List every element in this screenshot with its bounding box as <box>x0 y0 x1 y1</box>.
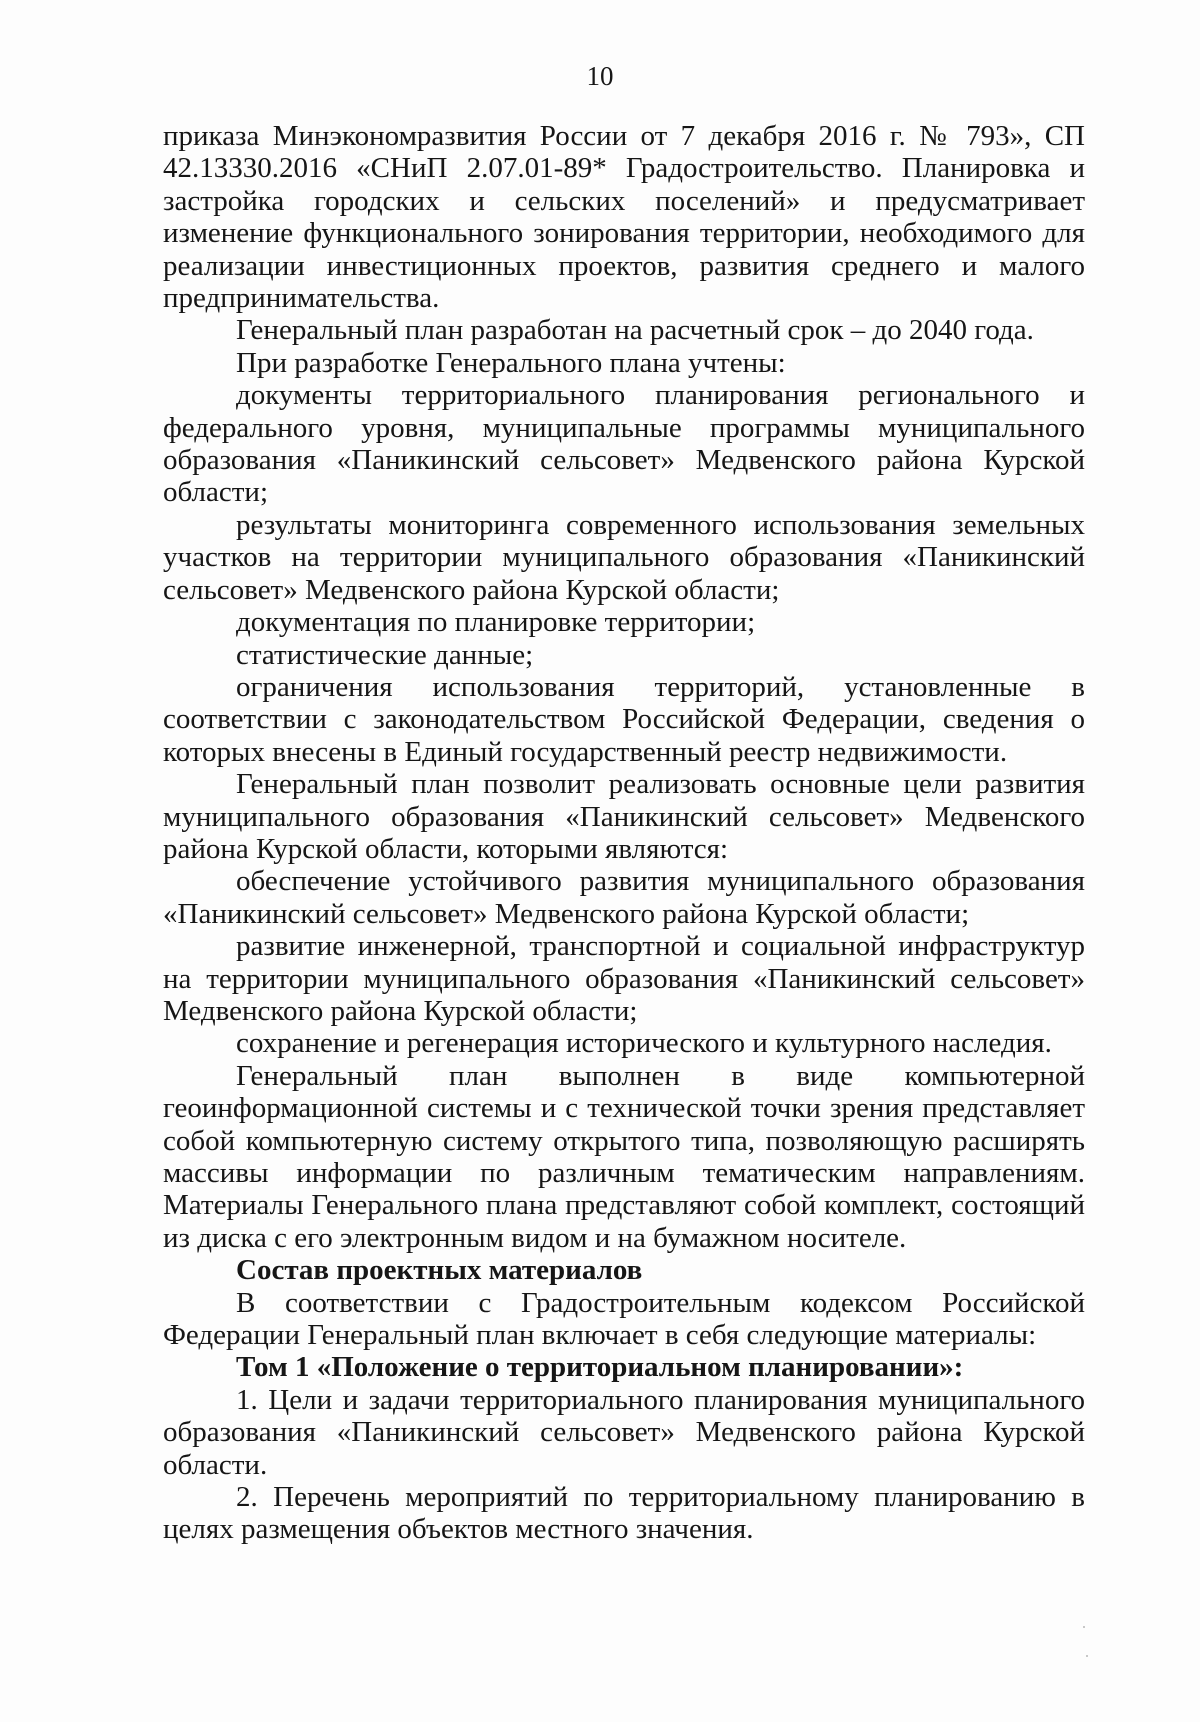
section-heading: Состав проектных материалов <box>236 1254 643 1287</box>
list-item-planning-documentation: документация по планировке территории; <box>236 606 756 639</box>
paragraph-gis: Генеральный план выполнен в виде компьютерной геоинформационной системы и с технической точки зрения представляет собой компьютерную систему открытого типа, позволяющую расширять массивы информации по различным тематическим направлениям. Материалы Генерального плана представляют собой комплект, состоящий из диска с его электронным видом и на бумажном носителе. <box>163 1059 1085 1254</box>
list-item-measures: 2. Перечень мероприятий по территориальному планированию в целях размещения объектов местного значения. <box>163 1481 1085 1546</box>
scan-speck <box>1083 1626 1085 1628</box>
list-item-statistics: статистические данные; <box>236 638 534 671</box>
list-item-goals-tasks: 1. Цели и задачи территориального планирования муниципального образования «Паникинский сельсовет» Медвенского района Курской области. <box>163 1383 1085 1481</box>
paragraph-continuation: приказа Минэкономразвития России от 7 декабря 2016 г. № 793», СП 42.13330.2016 «СНиП 2.07.01-89* Градостроительство. Планировка и застройка городских и сельских поселений» и предусматривает изменение функционального зонирования территории, необходимого для реализации инвестиционных проектов, развития среднего и малого предпринимательства. <box>163 120 1085 315</box>
paragraph-term: Генеральный план разработан на расчетный срок – до 2040 года. <box>236 314 1034 347</box>
list-item-heritage: сохранение и регенерация исторического и культурного наследия. <box>236 1027 1052 1060</box>
paragraph-considered-intro: При разработке Генерального плана учтены: <box>236 346 786 379</box>
paragraph-goals-intro: Генеральный план позволит реализовать основные цели развития муниципального образования «Паникинский сельсовет» Медвенского района Курской области, которыми являются: <box>163 768 1085 865</box>
volume-heading: Том 1 «Положение о территориальном планировании»: <box>236 1351 964 1384</box>
list-item-monitoring-results: результаты мониторинга современного использования земельных участков на территории муниципального образования «Паникинский сельсовет» Медвенского района Курской области; <box>163 508 1085 606</box>
paragraph-materials-intro: В соответствии с Градостроительным кодексом Российской Федерации Генеральный план включает в себя следующие материалы: <box>163 1286 1085 1352</box>
list-item-infrastructure: развитие инженерной, транспортной и социальной инфраструктур на территории муниципального образования «Паникинский сельсовет» Медвенского района Курской области; <box>163 930 1085 1027</box>
list-item-sustainable-development: обеспечение устойчивого развития муниципального образования «Паникинский сельсовет» Медвенского района Курской области; <box>163 865 1085 930</box>
list-item-restrictions: ограничения использования территорий, установленные в соответствии с законодательством Российской Федерации, сведения о которых внесены в Единый государственный реестр недвижимости. <box>163 670 1085 768</box>
page-number: 10 <box>586 61 614 91</box>
list-item-planning-documents: документы территориального планирования регионального и федерального уровня, муниципальные программы муниципального образования «Паникинский сельсовет» Медвенского района Курской области; <box>163 379 1085 509</box>
document-body <box>163 120 1085 1546</box>
scan-speck <box>1086 1655 1088 1657</box>
